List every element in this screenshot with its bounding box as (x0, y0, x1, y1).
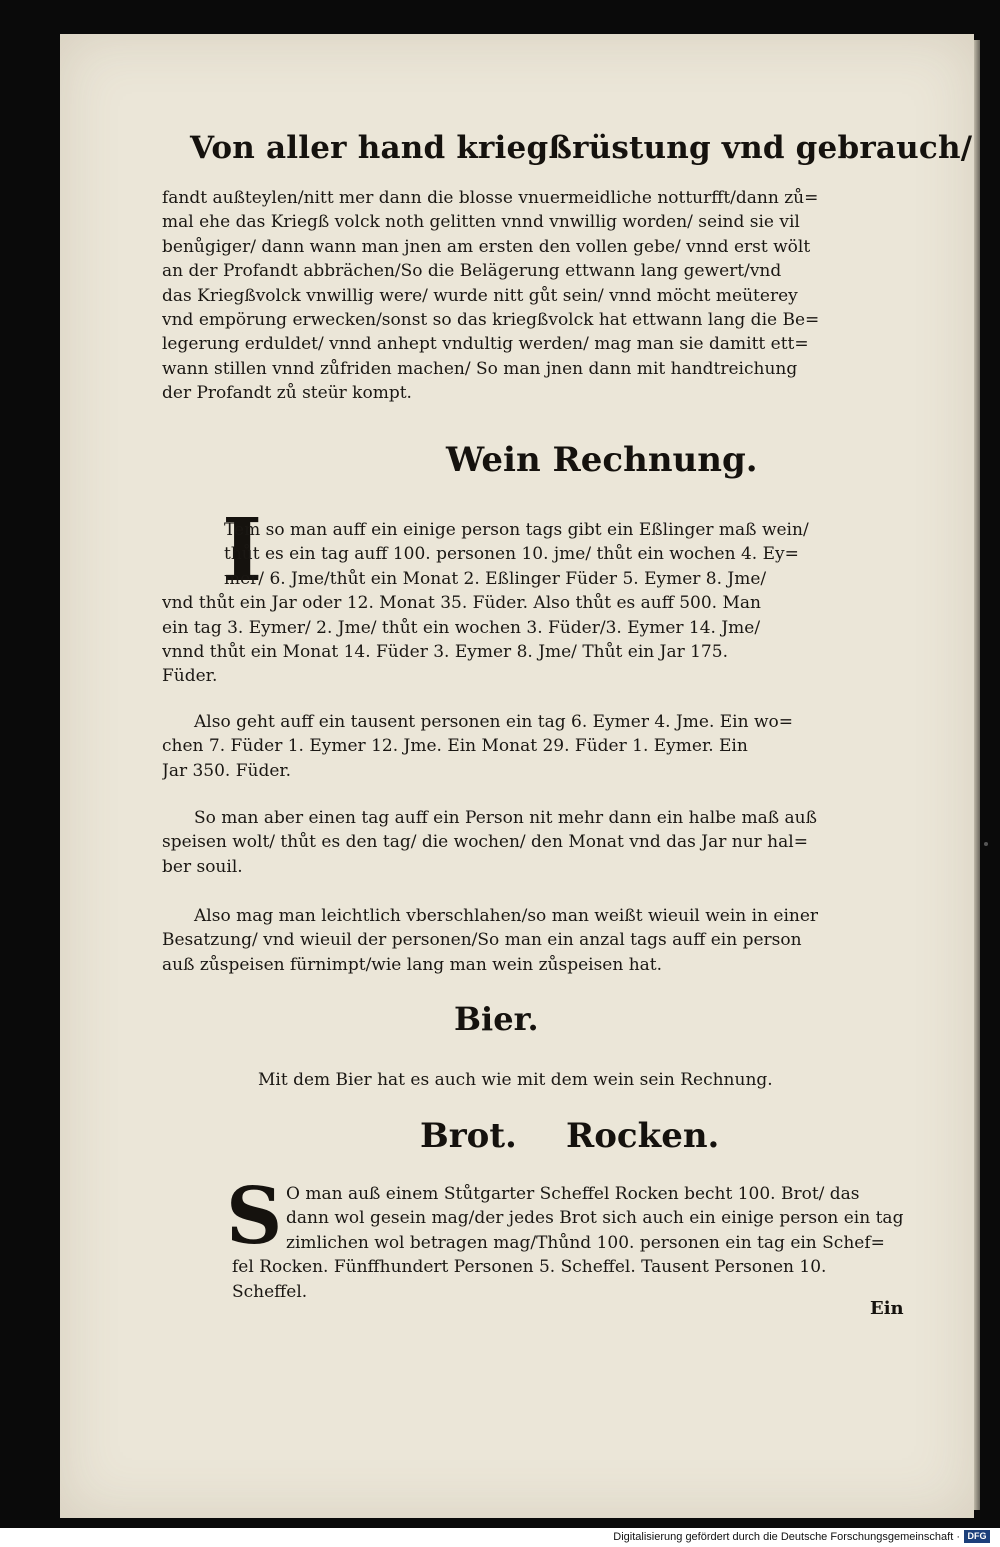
heading-brot: Brot. (420, 1116, 517, 1156)
text-line: Füder. (162, 666, 218, 687)
brot-paragraph (162, 1182, 930, 1304)
catchword: Ein (870, 1298, 904, 1319)
text-line: Also mag man leichtlich vberschlahen/so man weißt wieuil wein in einer (194, 906, 819, 926)
text-line: vnd thůt ein Jar oder 12. Monat 35. Füder. Also thůt es auff 500. Man (162, 593, 761, 614)
text-line: auß zůspeisen fürnimpt/wie lang man wein zůspeisen hat. (162, 954, 663, 975)
drop-initial-s: S (226, 1171, 283, 1262)
text-line: speisen wolt/ thůt es den tag/ die wochen/ den Monat vnd das Jar nur hal= (162, 832, 808, 853)
drop-initial-i: I (222, 500, 263, 601)
text-line: dann wol gesein mag/der jedes Brot sich auch ein einige person ein tag (286, 1208, 904, 1229)
wein-para1-lines (162, 518, 930, 689)
text-line: fel Rocken. Fünffhundert Personen 5. Scheffel. Tausent Personen 10. (232, 1257, 827, 1278)
text-line: das Kriegßvolck vnwillig were/ wurde nitt gůt sein/ vnnd möcht meüterey (162, 285, 798, 306)
text-line: zimlichen wol betragen mag/Thůnd 100. personen ein tag ein Schef= (286, 1232, 885, 1253)
wein-para2-lines (162, 710, 930, 783)
text-line: Mit dem Bier hat es auch wie mit dem wein sein Rechnung. (258, 1070, 773, 1090)
heading-wein-rechnung: Wein Rechnung. (446, 440, 758, 480)
bier-lines (162, 1068, 930, 1092)
heading-rocken: Rocken. (566, 1116, 720, 1156)
stray-mark (984, 842, 988, 846)
wein-paragraph-1 (162, 518, 930, 689)
page-edge (974, 40, 980, 1510)
wein-para4-lines (162, 904, 930, 977)
text-line: mer/ 6. Jme/thůt ein Monat 2. Eßlinger Füder 5. Eymer 8. Jme/ (224, 568, 767, 589)
running-head: Von aller hand kriegßrüstung vnd gebrauch/ (190, 130, 973, 166)
brot-lines (162, 1182, 930, 1304)
text-line: ein tag 3. Eymer/ 2. Jme/ thůt ein wochen 3. Füder/3. Eymer 14. Jme/ (162, 617, 761, 638)
text-line: Tem so man auff ein einige person tags gibt ein Eßlinger maß wein/ (224, 520, 809, 540)
text-line: Besatzung/ vnd wieuil der personen/So man ein anzal tags auff ein person (162, 930, 802, 951)
text-line: chen 7. Füder 1. Eymer 12. Jme. Ein Monat 29. Füder 1. Eymer. Ein (162, 736, 748, 757)
text-line: an der Profandt abbrächen/So die Belägerung ettwann lang gewert/vnd (162, 261, 782, 282)
intro-paragraph (162, 186, 930, 406)
wein-paragraph-2 (162, 710, 930, 783)
text-line: fandt außteylen/nitt mer dann die blosse vnuermeidliche notturfft/dann zů= (162, 188, 819, 208)
heading-bier: Bier. (454, 1000, 539, 1038)
text-line: Jar 350. Füder. (162, 760, 292, 781)
text-line: benůgiger/ dann wann man jnen am ersten den vollen gebe/ vnnd erst wölt (162, 236, 811, 257)
wein-paragraph-3 (162, 806, 930, 879)
intro-lines (162, 186, 930, 406)
text-line: thůt es ein tag auff 100. personen 10. jme/ thůt ein wochen 4. Ey= (224, 544, 799, 565)
text-line: Scheffel. (232, 1281, 308, 1302)
bier-paragraph (162, 1068, 930, 1092)
footer-credit-text: Digitalisierung gefördert durch die Deutsche Forschungsgemeinschaft (613, 1531, 954, 1543)
text-line: O man auß einem Stůtgarter Scheffel Rocken becht 100. Brot/ das (286, 1184, 860, 1204)
text-line: ber souil. (162, 856, 243, 877)
text-line: vnd empörung erwecken/sonst so das kriegßvolck hat ettwann lang die Be= (162, 310, 820, 331)
text-line: So man aber einen tag auff ein Person nit mehr dann ein halbe maß auß (194, 808, 817, 828)
wein-para3-lines (162, 806, 930, 879)
text-line: wann stillen vnnd zůfriden machen/ So man jnen dann mit handtreichung (162, 358, 798, 379)
text-line: legerung erduldet/ vnnd anhept vndultig werden/ mag man sie damitt ett= (162, 334, 809, 355)
text-line: mal ehe das Kriegß volck noth gelitten vnnd vnwillig worden/ seind sie vil (162, 212, 800, 233)
footer-separator: · (956, 1531, 960, 1543)
text-line: vnnd thůt ein Monat 14. Füder 3. Eymer 8. Jme/ Thůt ein Jar 175. (162, 642, 728, 663)
footer-credit (613, 1531, 960, 1543)
dfg-logo[interactable]: DFG (964, 1530, 990, 1543)
wein-paragraph-4 (162, 904, 930, 977)
text-line: Also geht auff ein tausent personen ein tag 6. Eymer 4. Jme. Ein wo= (194, 712, 794, 732)
text-line: der Profandt zů steür kompt. (162, 383, 412, 404)
